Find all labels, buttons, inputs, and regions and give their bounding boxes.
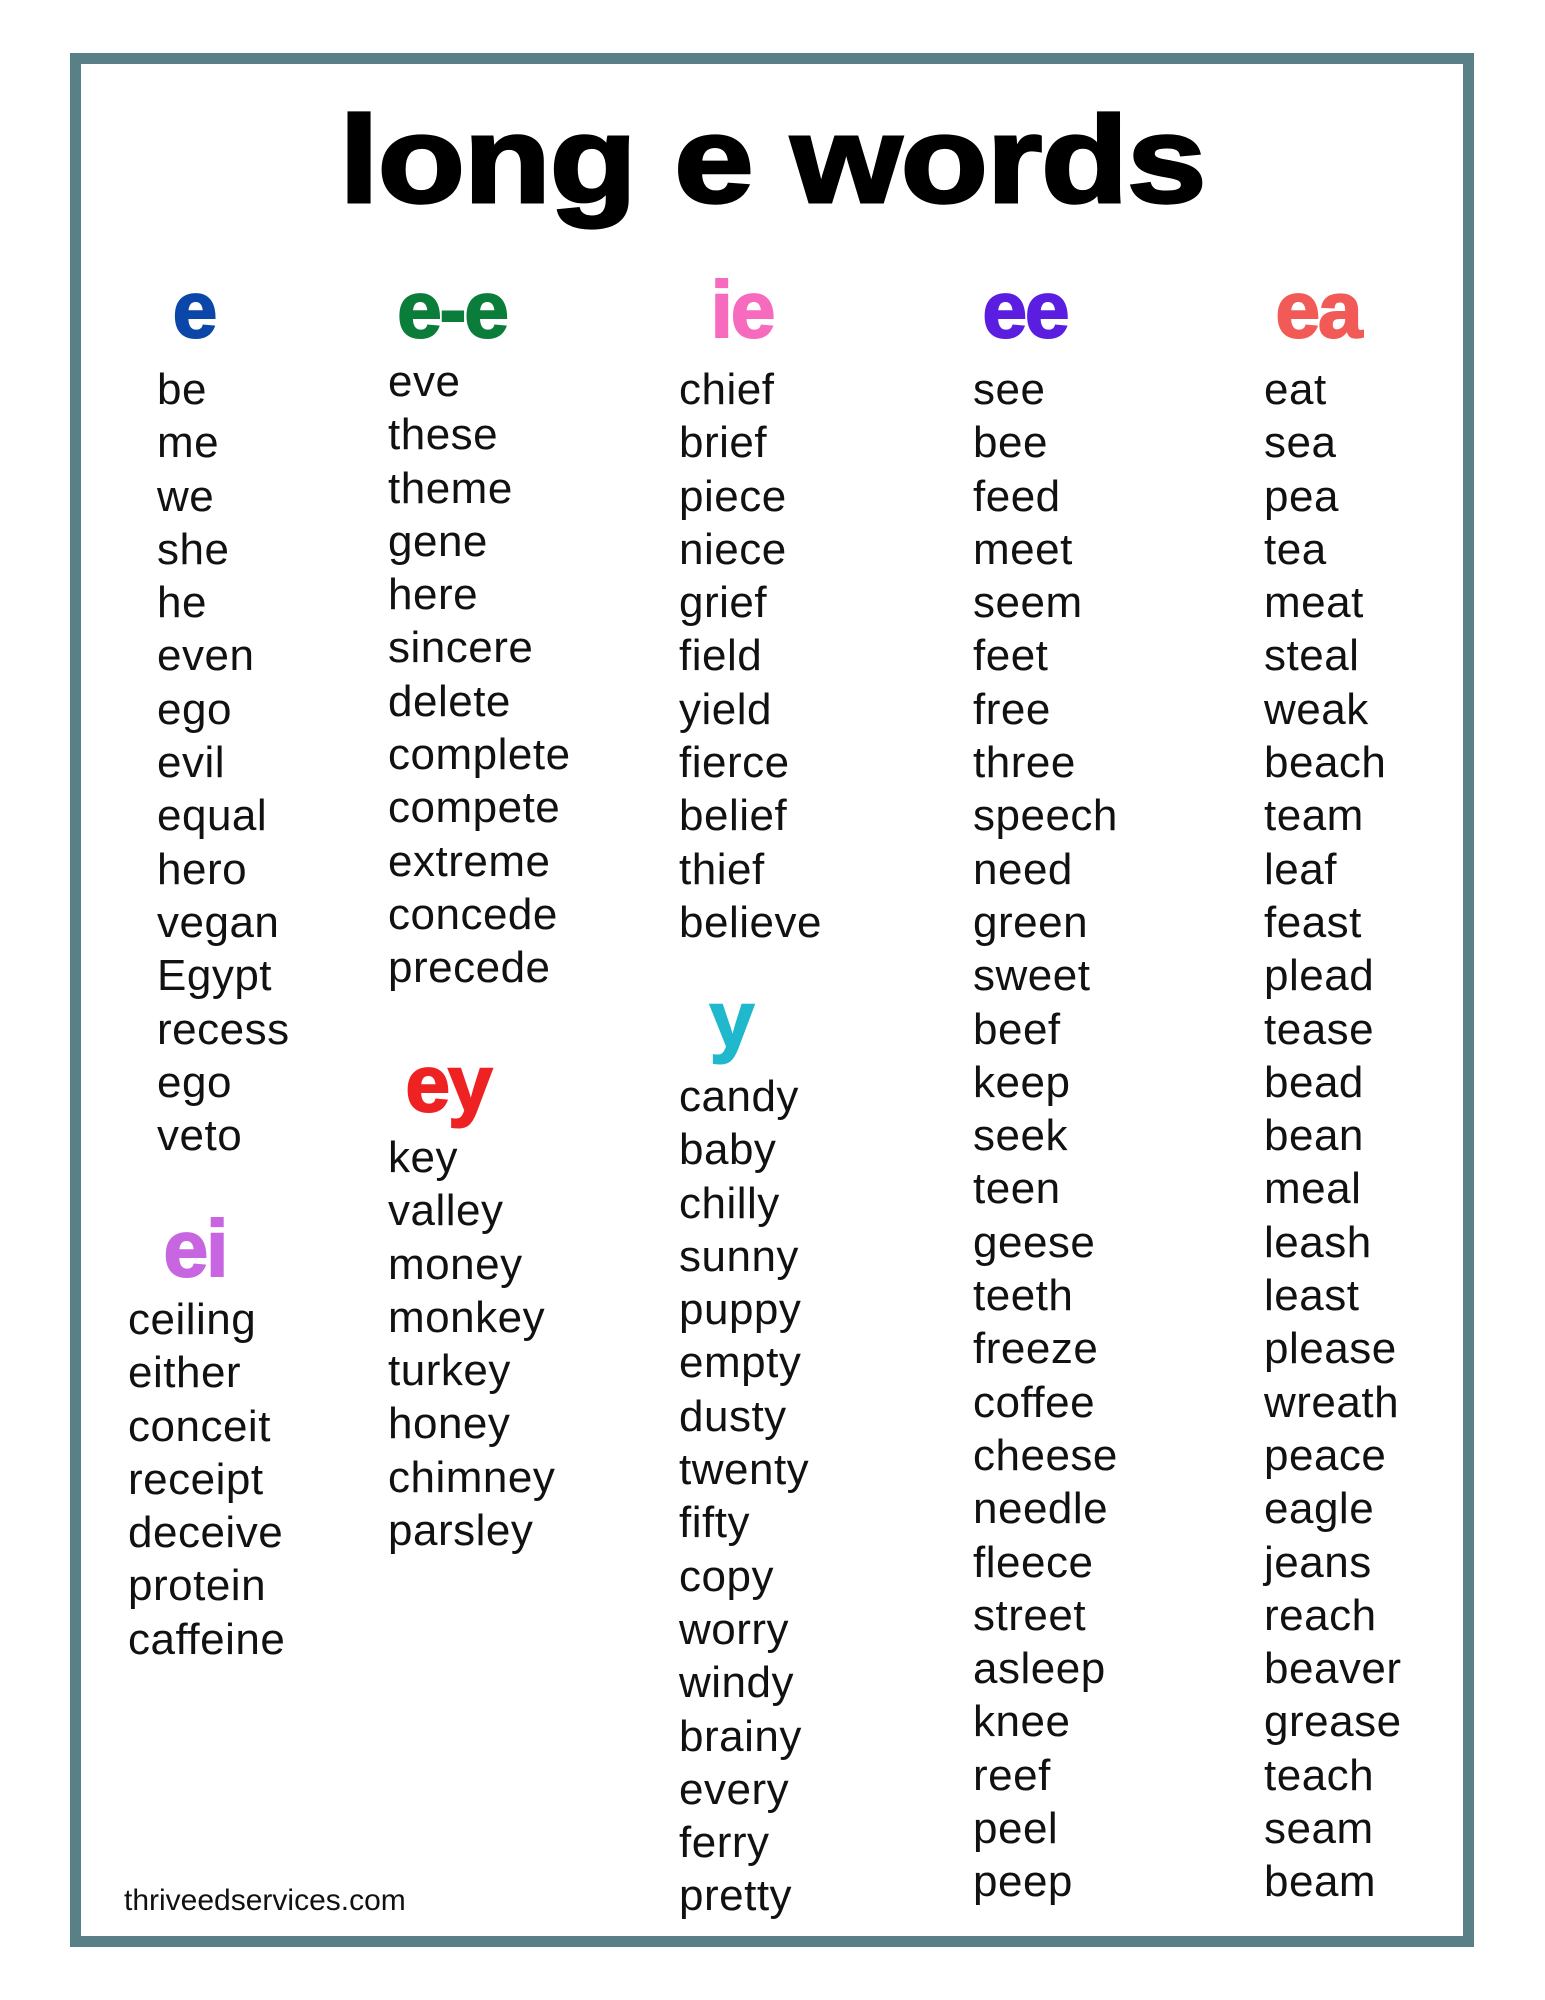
word-item: teeth (973, 1271, 1074, 1321)
word-item: here (388, 570, 479, 620)
header-ie: ie (710, 265, 774, 354)
word-item: every (679, 1764, 790, 1814)
word-item: piece (679, 471, 787, 521)
word-item: niece (679, 524, 787, 574)
word-item: sea (1264, 418, 1337, 468)
word-item: parsley (388, 1506, 534, 1556)
header-e-e: e-e (397, 265, 507, 354)
word-item: teen (973, 1164, 1061, 1214)
word-item: she (157, 524, 230, 574)
word-item: be (157, 365, 207, 414)
footer-website: thriveedservices.com (124, 1884, 406, 1917)
word-item: leash (1264, 1217, 1372, 1267)
word-item: peep (973, 1857, 1073, 1907)
word-item: steal (1264, 631, 1360, 681)
word-item: eat (1264, 365, 1327, 414)
page-title-text: long e words (339, 92, 1206, 229)
word-item: see (973, 365, 1046, 414)
word-item: yield (679, 684, 772, 734)
word-item: extreme (388, 836, 551, 886)
word-item: copy (679, 1551, 774, 1601)
header-e: e (172, 265, 216, 354)
word-item: monkey (388, 1292, 546, 1342)
word-item: either (128, 1348, 242, 1398)
word-item: pea (1264, 471, 1339, 521)
header-ea: ea (1275, 265, 1361, 354)
word-item: baby (679, 1125, 777, 1175)
word-item: free (973, 684, 1051, 734)
word-item: feast (1264, 897, 1362, 947)
page-title (0, 92, 1545, 229)
word-item: peace (1264, 1430, 1387, 1480)
word-item: conceit (128, 1401, 271, 1451)
word-item: brainy (679, 1711, 802, 1761)
word-item: least (1264, 1271, 1360, 1321)
word-item: twenty (679, 1445, 810, 1495)
word-item: knee (973, 1697, 1071, 1747)
word-item: beaver (1264, 1644, 1402, 1694)
word-item: coffee (973, 1377, 1096, 1427)
word-item: complete (388, 730, 571, 780)
word-item: ceiling (128, 1295, 257, 1344)
word-list-ee (973, 363, 1118, 1909)
word-item: geese (973, 1217, 1096, 1267)
word-list-e (157, 363, 290, 1162)
word-item: turkey (388, 1346, 511, 1396)
word-item: grease (1264, 1697, 1402, 1747)
word-item: seek (973, 1111, 1068, 1161)
word-item: weak (1264, 684, 1369, 734)
word-item: eve (388, 357, 461, 406)
word-item: he (157, 578, 207, 628)
word-item: money (388, 1239, 523, 1289)
word-item: reef (973, 1750, 1051, 1800)
word-item: valley (388, 1186, 504, 1236)
word-item: these (388, 410, 499, 460)
header-y: y (709, 975, 753, 1064)
word-item: needle (973, 1484, 1109, 1534)
word-item: beam (1264, 1857, 1377, 1907)
word-item: speech (973, 791, 1118, 841)
word-item: delete (388, 676, 511, 726)
word-item: bee (973, 418, 1048, 468)
word-item: meal (1264, 1164, 1362, 1214)
word-item: we (157, 471, 215, 521)
word-item: honey (388, 1399, 511, 1449)
word-item: please (1264, 1324, 1397, 1374)
word-item: Egypt (157, 951, 273, 1001)
word-item: fierce (679, 738, 790, 788)
word-item: field (679, 631, 763, 681)
word-item: ego (157, 1057, 232, 1107)
word-item: asleep (973, 1644, 1106, 1694)
word-item: me (157, 418, 220, 468)
word-item: equal (157, 791, 268, 841)
word-item: puppy (679, 1285, 802, 1335)
word-item: street (973, 1590, 1087, 1640)
word-item: three (973, 738, 1076, 788)
word-item: chimney (388, 1452, 556, 1502)
word-list-ie (679, 363, 822, 949)
word-item: theme (388, 463, 513, 513)
word-item: sunny (679, 1231, 799, 1281)
word-item: peel (973, 1804, 1059, 1854)
word-item: meat (1264, 578, 1364, 628)
word-item: team (1264, 791, 1364, 841)
word-item: caffeine (128, 1614, 286, 1664)
word-item: deceive (128, 1508, 284, 1558)
word-item: receipt (128, 1454, 264, 1504)
word-item: empty (679, 1338, 802, 1388)
word-item: evil (157, 738, 226, 788)
word-item: jeans (1264, 1537, 1372, 1587)
word-item: precede (388, 943, 551, 993)
word-item: bean (1264, 1111, 1364, 1161)
word-item: keep (973, 1057, 1071, 1107)
word-item: reach (1264, 1590, 1377, 1640)
word-item: fifty (679, 1498, 750, 1548)
word-item: brief (679, 418, 768, 468)
word-list-y (679, 1070, 809, 1923)
word-item: teach (1264, 1750, 1375, 1800)
word-item: grief (679, 578, 768, 628)
word-item: recess (157, 1004, 290, 1054)
word-list-e-e (388, 355, 571, 995)
word-item: need (973, 844, 1073, 894)
word-item: plead (1264, 951, 1375, 1001)
word-item: belief (679, 791, 788, 841)
word-item: meet (973, 524, 1073, 574)
word-item: tea (1264, 524, 1327, 574)
header-ei: ei (163, 1204, 227, 1293)
word-item: candy (679, 1072, 799, 1121)
word-item: feed (973, 471, 1061, 521)
word-item: wreath (1264, 1377, 1400, 1427)
word-item: veto (157, 1111, 243, 1161)
word-list-ea (1264, 363, 1402, 1909)
word-item: vegan (157, 897, 280, 947)
word-item: tease (1264, 1004, 1375, 1054)
word-item: beef (973, 1004, 1061, 1054)
word-item: cheese (973, 1430, 1118, 1480)
word-item: hero (157, 844, 248, 894)
word-item: pretty (679, 1871, 793, 1921)
word-item: green (973, 897, 1089, 947)
word-item: seem (973, 578, 1083, 628)
word-item: protein (128, 1561, 267, 1611)
word-item: chilly (679, 1178, 780, 1228)
word-list-ey (388, 1131, 555, 1557)
word-item: eagle (1264, 1484, 1375, 1534)
word-item: gene (388, 516, 488, 566)
word-item: bead (1264, 1057, 1364, 1107)
header-ey: ey (405, 1039, 491, 1128)
word-item: chief (679, 365, 775, 414)
word-item: key (388, 1133, 458, 1182)
word-item: beach (1264, 738, 1387, 788)
word-list-ei (128, 1293, 285, 1666)
word-item: ferry (679, 1818, 770, 1868)
word-item: fleece (973, 1537, 1094, 1587)
word-item: windy (679, 1658, 794, 1708)
header-ee: ee (982, 265, 1068, 354)
word-item: seam (1264, 1804, 1374, 1854)
word-item: sincere (388, 623, 534, 673)
word-item: leaf (1264, 844, 1337, 894)
word-item: ego (157, 684, 232, 734)
word-item: concede (388, 889, 558, 939)
word-item: freeze (973, 1324, 1099, 1374)
word-item: thief (679, 844, 765, 894)
word-item: feet (973, 631, 1049, 681)
word-item: believe (679, 897, 822, 947)
word-item: dusty (679, 1391, 787, 1441)
word-item: even (157, 631, 255, 681)
word-item: compete (388, 783, 561, 833)
word-item: sweet (973, 951, 1091, 1001)
word-item: worry (679, 1604, 790, 1654)
